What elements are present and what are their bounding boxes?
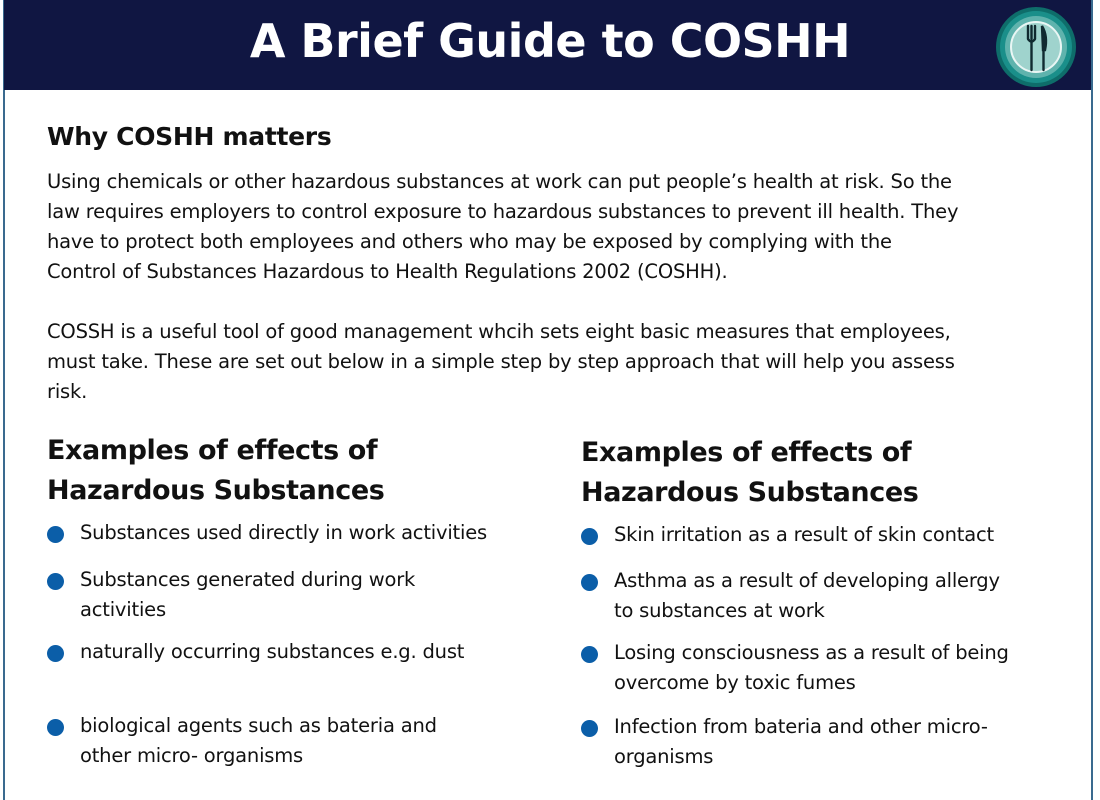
item-line: other micro- organisms [80,744,304,767]
title-line: Examples of effects of [581,437,912,468]
title-line: Examples of effects of [47,435,378,466]
intro-paragraph-1 [47,167,1047,287]
bullet-dot-icon [47,573,64,590]
section-heading: Why COSHH matters [47,122,332,151]
item-line: Skin irritation as a result of skin contact [614,523,994,546]
text-line: Control of Substances Hazardous to Health Regulations 2002 (COSHH). [47,260,728,283]
item-line: activities [80,598,166,621]
fork-knife-plate-icon [995,6,1077,88]
item-line: Losing consciousness as a result of being [614,641,1009,664]
text-line: COSSH is a useful tool of good management whcih sets eight basic measures that employees, [47,320,951,343]
right-column-title [581,433,918,513]
item-line: to substances at work [614,599,825,622]
bullet-dot-icon [581,528,598,545]
bullet-dot-icon [581,646,598,663]
item-line: Substances generated during work [80,568,416,591]
item-line: naturally occurring substances e.g. dust [80,640,465,663]
text-line: risk. [47,380,88,403]
text-line: Using chemicals or other hazardous substances at work can put people’s health at risk. So the [47,170,952,193]
bullet-dot-icon [581,720,598,737]
item-line: Asthma as a result of developing allergy [614,569,1000,592]
bullet-dot-icon [581,574,598,591]
bullet-dot-icon [47,719,64,736]
item-line: Infection from bateria and other micro- [614,715,988,738]
item-line: overcome by toxic fumes [614,671,856,694]
item-line: Substances used directly in work activities [80,521,487,544]
page-title: A Brief Guide to COSHH [249,14,851,68]
intro-paragraph-2 [47,317,1047,407]
text-line: have to protect both employees and others who may be exposed by complying with the [47,230,892,253]
left-column-title [47,431,384,511]
bullet-dot-icon [47,526,64,543]
item-line: biological agents such as bateria and [80,714,437,737]
text-line: must take. These are set out below in a simple step by step approach that will help you assess [47,350,955,373]
title-line: Hazardous Substances [47,475,385,506]
text-line: law requires employers to control exposure to hazardous substances to prevent ill health. They [47,200,959,223]
bullet-dot-icon [47,645,64,662]
title-line: Hazardous Substances [581,477,919,508]
item-line: organisms [614,745,714,768]
